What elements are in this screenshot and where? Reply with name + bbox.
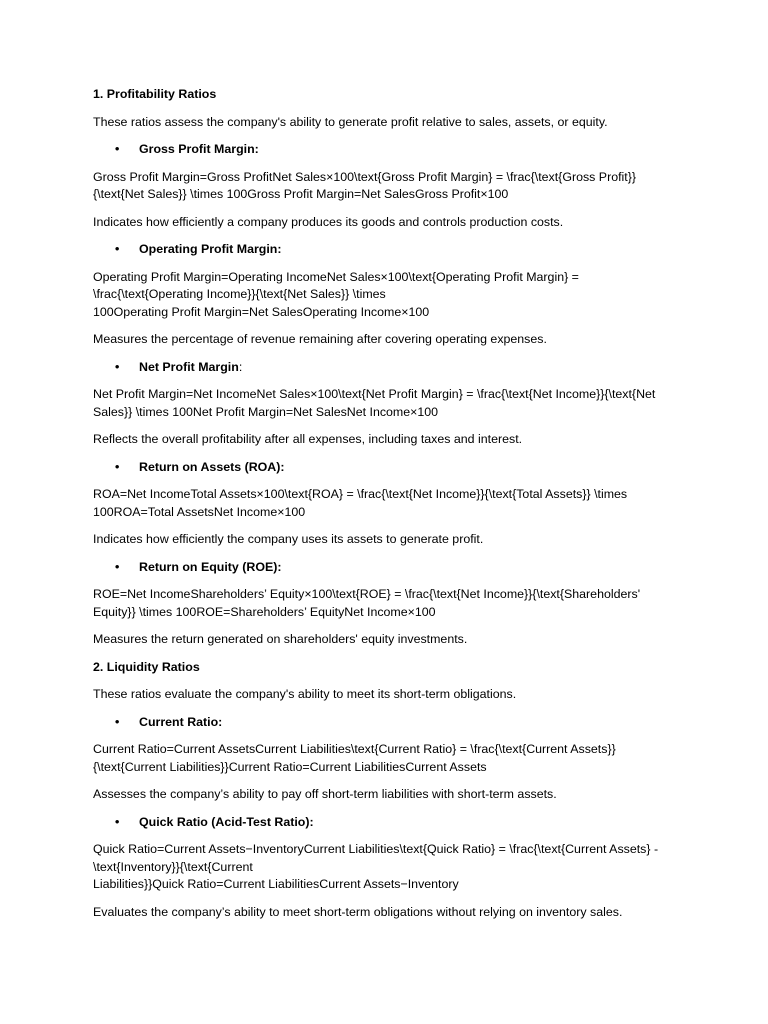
bullet-current-ratio: [93, 714, 683, 732]
description-current-ratio: Assesses the company’s ability to pay off short-term liabilities with short-term assets.: [93, 787, 557, 801]
description-quick-ratio: Evaluates the company’s ability to meet short-term obligations without relying on inventory sales.: [93, 904, 623, 919]
formula-return-on-equity: ROE=Net IncomeShareholders’ Equity×100\text{ROE} = \frac{\text{Net Income}}{\text{Shareholders' Equity}} \times 100ROE=Shareholders’ EquityNet Income×100: [93, 587, 641, 619]
bullet-quick-ratio: [93, 814, 683, 832]
formula-return-on-assets: ROA=Net IncomeTotal Assets×100\text{ROA} = \frac{\text{Net Income}}{\text{Total Assets}} \times 100ROA=Total AssetsNet Income×100: [93, 487, 628, 519]
formula-line: Operating Profit Margin=Operating IncomeNet Sales×100\text{Operating Profit Margin} = \frac{\text{Operating Income}}{\text{Net Sales}} \times: [93, 269, 579, 301]
bullet-return-on-equity: [93, 559, 683, 577]
formula-net-profit-margin: Net Profit Margin=Net IncomeNet Sales×100\text{Net Profit Margin} = \frac{\text{Net Income}}{\text{Net Sales}} \times 100Net Profit Margin=Net SalesNet Income×100: [93, 387, 656, 419]
formula-line: 100Operating Profit Margin=Net SalesOperating Income×100: [93, 304, 430, 319]
section-intro-liquidity: These ratios evaluate the company's ability to meet its short-term obligations.: [93, 687, 517, 701]
bullet-net-profit-margin: [93, 359, 683, 377]
description-return-on-assets: Indicates how efficiently the company uses its assets to generate profit.: [93, 532, 484, 546]
bullet-label: Net Profit Margin: [139, 359, 239, 374]
section-heading-profitability: 1. Profitability Ratios: [93, 87, 217, 101]
bullet-icon: •: [115, 814, 120, 829]
description-gross-profit-margin: Indicates how efficiently a company produces its goods and controls production costs.: [93, 214, 564, 229]
formula-gross-profit-margin: Gross Profit Margin=Gross ProfitNet Sales×100\text{Gross Profit Margin} = \frac{\text{Gross Profit}}{\text{Net Sales}} \times 100Gross Profit Margin=Net SalesGross Profit×100: [93, 169, 637, 201]
bullet-icon: •: [115, 714, 120, 729]
formula-line: Quick Ratio=Current Assets−InventoryCurrent Liabilities\text{Quick Ratio} = \frac{\text{Current Assets} - \text{Inventory}}{\text{Current: [93, 842, 659, 874]
bullet-icon: •: [115, 559, 120, 574]
section-heading-liquidity: 2. Liquidity Ratios: [93, 659, 200, 674]
bullet-icon: •: [115, 242, 120, 256]
description-net-profit-margin: Reflects the overall profitability after all expenses, including taxes and interest.: [93, 432, 523, 446]
bullet-label-suffix: :: [238, 359, 243, 374]
bullet-icon: •: [115, 359, 120, 374]
description-return-on-equity: Measures the return generated on shareholders' equity investments.: [93, 632, 468, 646]
bullet-return-on-assets: [93, 459, 683, 477]
formula-current-ratio: Current Ratio=Current AssetsCurrent Liabilities\text{Current Ratio} = \frac{\text{Current Assets}}{\text{Current Liabilities}}Current Ratio=Current LiabilitiesCurrent Assets: [93, 742, 616, 774]
formula-quick-ratio: [93, 841, 683, 894]
bullet-gross-profit-margin: [93, 141, 683, 159]
description-operating-profit-margin: Measures the percentage of revenue remaining after covering operating expenses.: [93, 332, 547, 346]
bullet-label: Quick Ratio (Acid-Test Ratio):: [139, 814, 314, 829]
bullet-label: Return on Assets (ROA):: [139, 459, 285, 474]
bullet-operating-profit-margin: [93, 241, 683, 259]
bullet-label: Return on Equity (ROE):: [139, 559, 282, 574]
document-body: [93, 86, 683, 931]
bullet-label: Gross Profit Margin:: [139, 142, 259, 156]
bullet-label: Current Ratio:: [139, 714, 223, 729]
bullet-label: Operating Profit Margin:: [139, 242, 282, 256]
formula-line: Liabilities}}Quick Ratio=Current LiabilitiesCurrent Assets−Inventory: [93, 877, 459, 891]
bullet-icon: •: [115, 459, 120, 474]
formula-operating-profit-margin: [93, 269, 683, 322]
bullet-icon: •: [115, 142, 120, 156]
section-intro-profitability: These ratios assess the company's ability to generate profit relative to sales, assets, or equity.: [93, 114, 608, 129]
